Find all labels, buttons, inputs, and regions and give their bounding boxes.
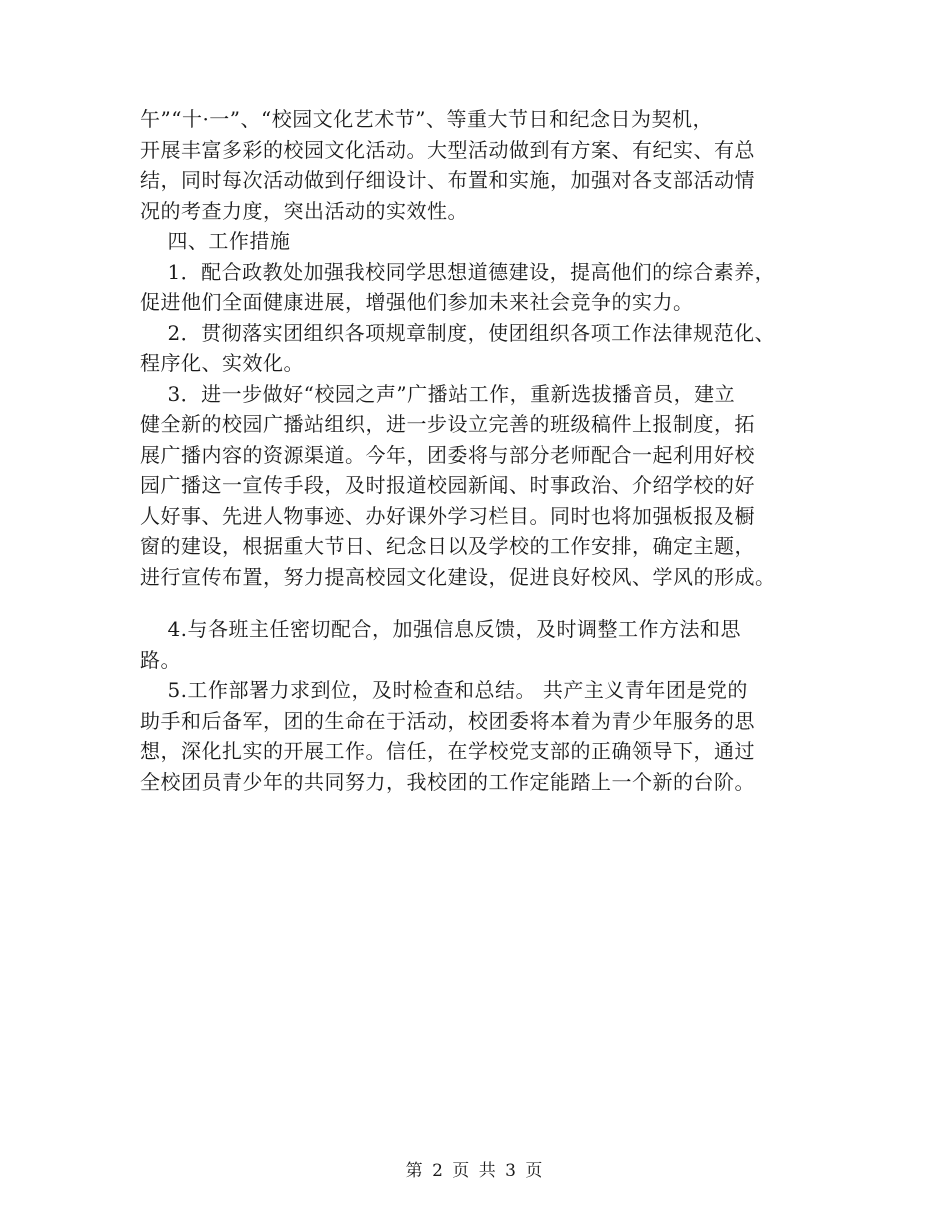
section-heading-measures: 四、工作措施 xyxy=(140,229,291,253)
paragraph-measure-5: 5.工作部署力求到位，及时检查和总结。 共产主义青年团是党的 助手和后备军，团的生命在于活动，校团委将本着为青少年服务的思 想，深化扎实的开展工作。信任，在学校党支部的正确领导下，通过 全校团员青少年的共同努力，我校团的工作定能踏上一个新的台阶。 xyxy=(140,678,755,794)
paragraph-measure-1: 1．配合政教处加强我校同学思想道德建设，提高他们的综合素养， 促进他们全面健康进展，增强他们参加未来社会竞争的实力。 xyxy=(140,259,776,314)
paragraph-measure-3: 3．进一步做好“校园之声”广播站工作，重新选拔播音员，建立 健全新的校园广播站组织，进一步设立完善的班级稿件上报制度，拓 展广播内容的资源渠道。今年，团委将与部分老师配合一起利用好校 园广播这一宣传手段，及时报道校园新闻、时事政治、介绍学校的好 人好事、先进人物事迹、办好课外学习栏目。同时也将加强板报及橱 窗的建设，根据重大节日、纪念日以及学校的工作安排，确定主题， 进行宣传布置，努力提高校园文化建设，促进良好校风、学风的形成。 xyxy=(140,381,776,589)
document-body xyxy=(140,104,820,797)
paragraph-measure-2: 2．贯彻落实团组织各项规章制度，使团组织各项工作法律规范化、 程序化、实效化。 xyxy=(140,320,776,375)
paragraph-campus-culture: 午”“十·一”、“校园文化艺术节”、等重大节日和纪念日为契机， 开展丰富多彩的校园文化活动。大型活动做到有方案、有纪实、有总 结，同时每次活动做到仔细设计、布置和实施，加强对各支部活动情 况的考查力度，突出活动的实效性。 xyxy=(140,107,755,223)
paragraph-measure-4: 4.与各班主任密切配合，加强信息反馈，及时调整工作方法和思 路。 xyxy=(140,617,742,672)
page-number-footer: 第 2 页 共 3 页 xyxy=(405,1161,545,1181)
paragraph-spacer xyxy=(140,592,820,614)
